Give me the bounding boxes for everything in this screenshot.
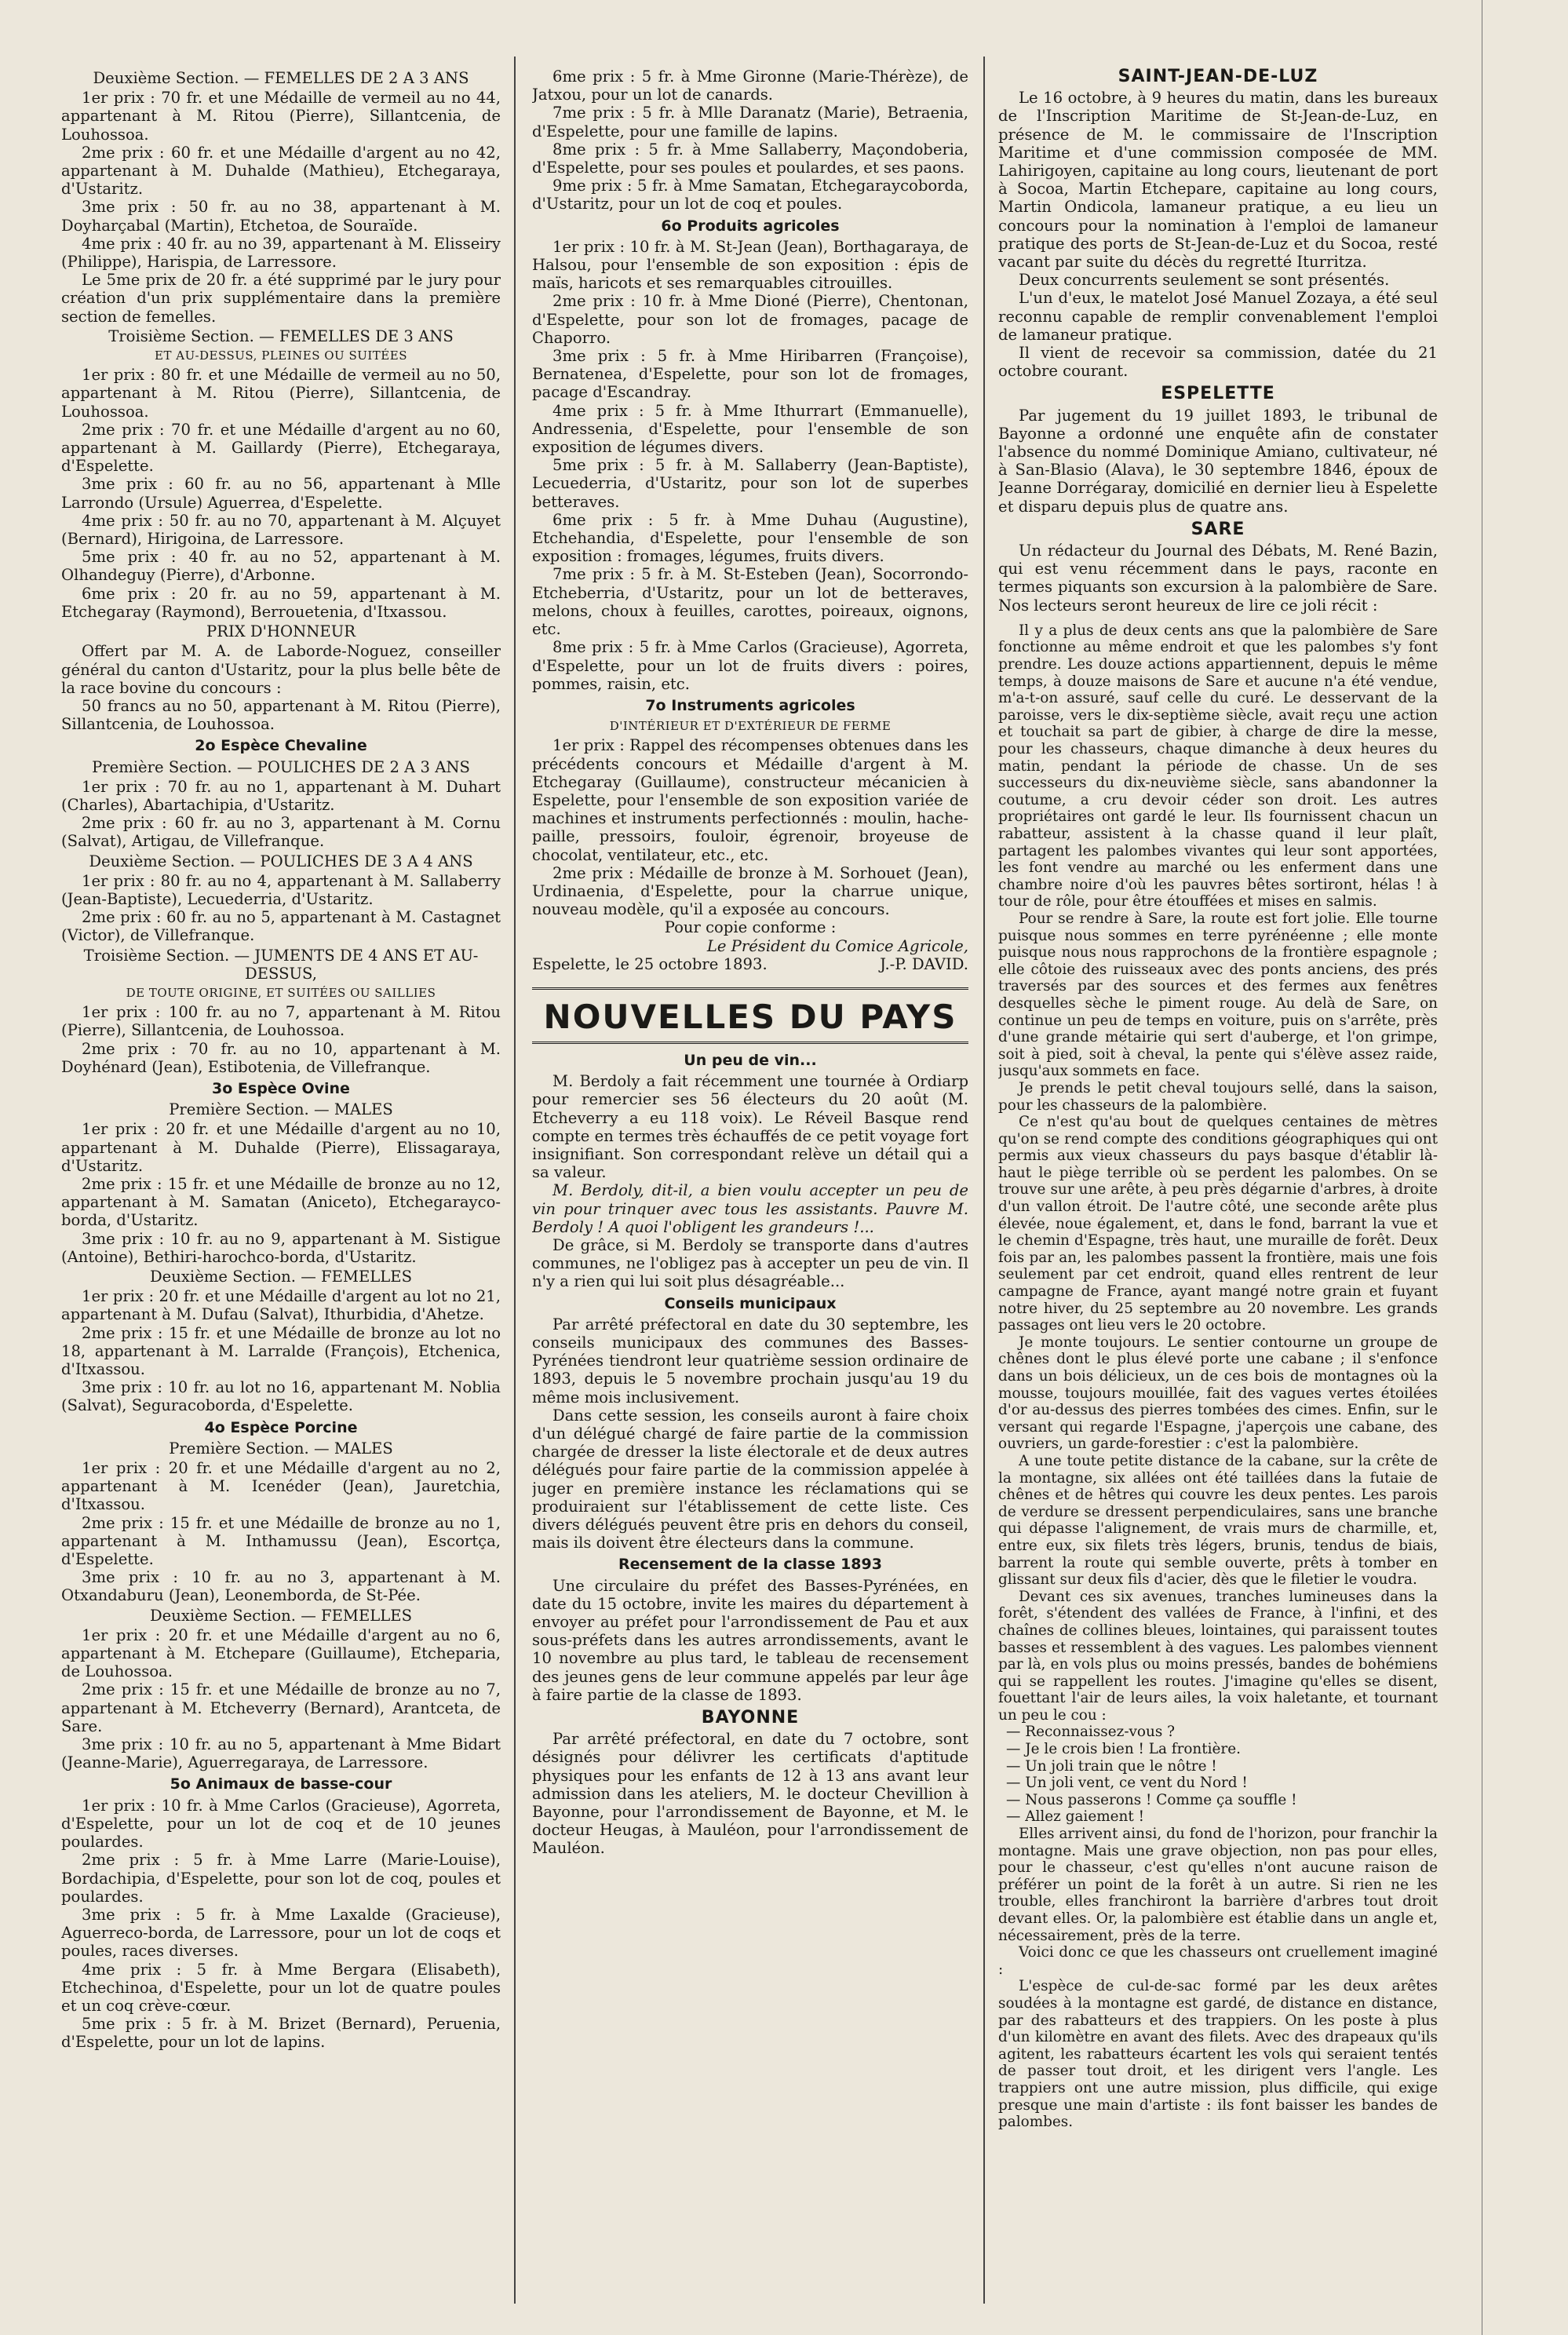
section-heading: PRIX D'HONNEUR xyxy=(206,622,356,641)
prize-entry: 7me prix : 5 fr. à Mlle Daranatz (Marie), Betraenia, d'Espelette, pour une famille de lapins. xyxy=(532,104,968,140)
prize-entry: Offert par M. A. de Laborde-Noguez, conseiller général du canton d'Ustaritz, pour la plus belle bête de la race bovine du concours : xyxy=(61,642,501,697)
president-title: Le Président du Comice Agricole, xyxy=(706,936,968,955)
prize-entry: 3me prix : 5 fr. à Mme Laxalde (Gracieuse), Aguerreco-borda, de Larressore, pour un lot de coqs et poules, races diverses. xyxy=(61,1905,501,1961)
section-heading: Deuxième Section. — FEMELLES DE 2 A 3 ANS xyxy=(93,69,469,87)
section-heading: Première Section. — POULICHES DE 2 A 3 ANS xyxy=(92,757,470,776)
article-paragraph: Voici donc ce que les chasseurs ont cruellement imaginé : xyxy=(998,1944,1438,1978)
prize-entry: 1er prix : 70 fr. et une Médaille de vermeil au no 44, appartenant à M. Ritou (Pierre), Sillantcenia, de Louhossoa. xyxy=(61,89,501,144)
dialogue-line: — Reconnaissez-vous ? xyxy=(1006,1724,1175,1741)
prize-entry: 7me prix : 5 fr. à M. St-Esteben (Jean), Socorrondo-Etcheberria, d'Ustaritz, pour un lot de betteraves, melons, choux à feuilles, carottes, poireaux, oignons, etc. xyxy=(532,565,968,639)
column-middle xyxy=(532,67,968,2296)
prize-entry: 2me prix : 15 fr. et une Médaille de bronze au lot no 18, appartenant à M. Larralde (François), Etchenica, d'Itxassou. xyxy=(61,1323,501,1379)
prize-entry: 1er prix : 80 fr. et une Médaille de vermeil au no 50, appartenant à M. Ritou (Pierre), Sillantcenia, de Louhossoa. xyxy=(61,366,501,421)
prize-entry: 2me prix : 60 fr. et une Médaille d'argent au no 42, appartenant à M. Duhalde (Mathieu), Etchegaraya, d'Ustaritz. xyxy=(61,143,501,199)
article-paragraph: Par arrêté préfectoral, en date du 7 octobre, sont désignés pour délivrer les certificats d'aptitude physiques pour les enfants de 12 à 13 ans avant leur admission dans les ateliers, M. le docteur Chevillion à Bayonne, pour l'arrondissement de Bayonne, et M. le docteur Heugas, à Mauléon, pour l'arrondissement de Mauléon. xyxy=(532,1730,968,1858)
section-heading: Première Section. — MALES xyxy=(169,1439,393,1458)
dialogue-line: — Nous passerons ! Comme ça souffle ! xyxy=(1006,1791,1297,1808)
copy-note: Pour copie conforme : xyxy=(664,918,837,937)
prize-entry: 1er prix : 80 fr. au no 4, appartenant à M. Sallaberry (Jean-Baptiste), Lecuederria, d'Ustaritz. xyxy=(61,871,501,908)
prize-entry: Le 5me prix de 20 fr. a été supprimé par le jury pour création d'un prix supplémentaire dans la première section de femelles. xyxy=(61,271,501,326)
article-paragraph: Par arrêté préfectoral en date du 30 septembre, les conseils municipaux des communes des Basses-Pyrénées tiendront leur quatrième session ordinaire de 1893, depuis le 5 novembre prochain jusqu'au 19 du même mois inclusivement. xyxy=(532,1315,968,1406)
prize-entry: 3me prix : 10 fr. au no 9, appartenant à M. Sistigue (Antoine), Bethiri-harochco-borda, d'Ustaritz. xyxy=(61,1229,501,1266)
prize-entry: 6me prix : 5 fr. à Mme Gironne (Marie-Thérèze), de Jatxou, pour un lot de canards. xyxy=(532,67,968,104)
article-paragraph: Il vient de recevoir sa commission, datée du 21 octobre courant. xyxy=(998,344,1438,381)
prize-entry: 3me prix : 60 fr. au no 56, appartenant à Mlle Larrondo (Ursule) Aguerrea, d'Espelette. xyxy=(61,475,501,512)
prize-entry: 8me prix : 5 fr. à Mme Sallaberry, Maçondoberia, d'Espelette, pour ses poules et poulardes, et ses paons. xyxy=(532,140,968,177)
article-paragraph: Par jugement du 19 juillet 1893, le tribunal de Bayonne a ordonné une enquête afin de constater l'absence du nommé Dominique Amiano, cultivateur, né à San-Blasio (Alava), le 30 septembre 1846, époux de Jeanne Dorrégaray, domicilié en dernier lieu à Espelette et disparu depuis plus de quatre ans. xyxy=(998,406,1438,516)
prize-entry: 1er prix : 70 fr. au no 1, appartenant à M. Duhart (Charles), Abartachipia, d'Ustaritz. xyxy=(61,777,501,814)
article-paragraph: Je prends le petit cheval toujours sellé, dans la saison, pour les chasseurs de la palombière. xyxy=(998,1079,1438,1114)
category-heading: 7o Instruments agricoles xyxy=(645,696,855,714)
dialogue-line: — Allez gaiement ! xyxy=(1006,1808,1144,1826)
section-heading: Troisième Section. — JUMENTS DE 4 ANS ET AU-DESSUS, xyxy=(83,946,479,983)
prize-entry: 1er prix : 20 fr. et une Médaille d'argent au lot no 21, appartenant à M. Dufau (Salvat), Ithurbidia, d'Ahetze. xyxy=(61,1287,501,1324)
prize-entry: 1er prix : 100 fr. au no 7, appartenant à M. Ritou (Pierre), Sillantcenia, de Louhossoa. xyxy=(61,1003,501,1040)
article-paragraph: M. Berdoly, dit-il, a bien voulu accepter un peu de vin pour trinquer avec tous les assistants. Pauvre M. Berdoly ! A quoi l'obligent les grandeurs !... xyxy=(532,1181,968,1236)
article-paragraph: Le 16 octobre, à 9 heures du matin, dans les bureaux de l'Inscription Maritime de St-Jean-de-Luz, en présence de M. le commissaire de l'Inscription Maritime et d'une commission composée de MM. Lahirigoyen, capitaine au long cours, lieutenant de port à Socoa, Martin Etchepare, capitaine au long cours, Martin Ondicola, lamaneur pratique, a eu lieu un concours pour la nomination à l'emploi de lamaneur pratique des ports de St-Jean-de-Luz et du Socoa, resté vacant par suite du décès du regretté Iturritza. xyxy=(998,89,1438,272)
place-heading: SAINT-JEAN-DE-LUZ xyxy=(1118,67,1318,86)
prize-entry: 2me prix : 15 fr. et une Médaille de bronze au no 1, appartenant à M. Inthamussu (Jean), Escortça, d'Espelette. xyxy=(61,1513,501,1569)
prize-entry: 2me prix : 60 fr. au no 5, appartenant à M. Castagnet (Victor), de Villefranque. xyxy=(61,908,501,945)
article-paragraph: Je monte toujours. Le sentier contourne un groupe de chênes dont le plus élevé porte une cabane ; il s'enfonce dans un bois délicieux, un de ces bois de montagnes où la mousse, toujours mouillée, fait des vagues vertes étoilées d'or au-dessus des pierres tombées des cimes. Enfin, sur le versant qui regarde l'Espagne, j'aperçois une cabane, des ouvriers, un garde-forestier : c'est la palombière. xyxy=(998,1334,1438,1453)
prize-entry: 1er prix : 10 fr. à M. St-Jean (Jean), Borthagaraya, de Halsou, pour l'ensemble de son exposition : épis de maïs, haricots et ses remarquables citrouilles. xyxy=(532,237,968,293)
section-heading: Deuxième Section. — FEMELLES xyxy=(149,1606,413,1625)
prize-entry: 2me prix : 70 fr. au no 10, appartenant à M. Doyhénard (Jean), Estibotenia, de Villefranque. xyxy=(61,1039,501,1076)
article-paragraph: M. Berdoly a fait récemment une tournée à Ordiarp pour remercier ses 56 électeurs du 20 août (M. Etcheverry a eu 118 voix). Le Réveil Basque rend compte en termes très échauffés de ce petit voyage fort insignifiant. Son correspondant relève un détail qui a sa valeur. xyxy=(532,1072,968,1182)
prize-entry: 2me prix : 60 fr. au no 3, appartenant à M. Cornu (Salvat), Artigau, de Villefranque. xyxy=(61,814,501,851)
article-paragraph: Ce n'est qu'au bout de quelques centaines de mètres qu'on se rend compte des conditions géographiques qui ont permis aux vieux chasseurs du pays basque d'établir là-haut le piège terrible où se perdent les palombes. On se trouve sur une arête, à peu près dégarnie d'arbres, à droite d'un vallon étroit. De l'autre côté, une seconde arête plus élevée, noue également, et, dans le fond, barrant la vue et le chemin d'Espagne, très haut, une muraille de forêt. Deux fois par an, les palombes passent la frontière, mais une fois seulement par cet endroit, quand elles rentrent de leur campagne de France, ayant mangé notre grain et fuyant notre hiver, du 25 septembre au 20 novembre. Les grands passages ont lieu vers le 20 octobre. xyxy=(998,1114,1438,1334)
place-heading: ESPELETTE xyxy=(1161,384,1275,404)
dialogue-line: — Un joli vent, ce vent du Nord ! xyxy=(1006,1775,1248,1792)
prize-entry: 6me prix : 5 fr. à Mme Duhau (Augustine), Etchehandia, d'Espelette, pour l'ensemble de son exposition : fromages, légumes, fruits divers. xyxy=(532,510,968,566)
article-paragraph: A une toute petite distance de la cabane, sur la crête de la montagne, six allées ont été taillées dans la futaie de chênes et de hêtres qui couvre les deux pentes. Les parois de verdure se dressent perpendiculaires, sans une branche qui dépasse l'alignement, de vrais murs de charmille, et, entre eux, six filets très légers, brunis, tendus de biais, barrent la route qui semble ouverte, prêts à tomber en glissant sur deux fils d'acier, dès que le filetier le voudra. xyxy=(998,1452,1438,1589)
category-heading: 2o Espèce Chevaline xyxy=(195,737,367,755)
column-divider xyxy=(983,57,985,2304)
prize-entry: 1er prix : 10 fr. à Mme Carlos (Gracieuse), Agorreta, d'Espelette, pour un lot de coq et de 10 jeunes poulardes. xyxy=(61,1796,501,1852)
article-paragraph: Il y a plus de deux cents ans que la palombière de Sare fonctionne au même endroit et que les palombes s'y font prendre. Les douze actions appartiennent, depuis le même temps, à douze maisons de Sare et aucune n'a été vendue, m'a-t-on assuré, sauf celle du curé. Le desservant de la paroisse, vers le dix-septième siècle, avait reçu une action et touchait sa part de gibier, à charge de dire la messe, pour les chasseurs, chaque dimanche à deux heures du matin, pendant la période de chasse. Un de ses successeurs du dix-neuvième siècle, sans abandonner la coutume, a cru devoir céder son droit. Les autres propriétaires ont gardé le leur. Ils fournissent chacun un rabatteur, assistent à la chasse quand il leur plaît, partagent les palombes vivantes qui leur sont apportées, les font vendre au marché ou les enferment dans une chambre noire d'où les pauvres bêtes sortiront, hélas ! à tour de rôle, pour être étouffées et mises en salmis. xyxy=(998,622,1438,910)
signature-name: J.-P. DAVID. xyxy=(880,954,968,973)
article-paragraph: Un rédacteur du Journal des Débats, M. René Bazin, qui est venu récemment dans le pays, raconte en termes piquants son excursion à la palombière de Sare. Nos lecteurs seront heureux de lire ce joli récit : xyxy=(998,542,1438,615)
prize-entry: 2me prix : 15 fr. et une Médaille de bronze au no 12, appartenant à M. Samatan (Aniceto), Etchegarayco-borda, d'Ustaritz. xyxy=(61,1174,501,1230)
prize-entry: 2me prix : 5 fr. à Mme Larre (Marie-Louise), Bordachipia, d'Espelette, pour son lot de coq, poules et poulardes. xyxy=(61,1851,501,1906)
prize-entry: 5me prix : 5 fr. à M. Sallaberry (Jean-Baptiste), Lecuederria, d'Ustaritz, pour son lot de superbes betteraves. xyxy=(532,456,968,511)
prize-entry: 4me prix : 40 fr. au no 39, appartenant à M. Elisseiry (Philippe), Harispia, de Larressore. xyxy=(61,234,501,272)
section-subheading: DE TOUTE ORIGINE, ET SUITÉES OU SAILLIES xyxy=(126,985,436,1000)
category-heading: 3o Espèce Ovine xyxy=(212,1079,350,1097)
prize-entry: 3me prix : 10 fr. au no 5, appartenant à Mme Bidart (Jeanne-Marie), Aguerregaraya, de Larressore. xyxy=(61,1735,501,1772)
article-paragraph: Devant ces six avenues, tranches lumineuses dans la forêt, s'étendent des vallées de France, à l'infini, et des chaînes de collines bleues, lointaines, qui paraissent toutes basses et ressemblent à des vagues. Les palombes viennent par là, en vols plus ou moins pressés, bandes de bohémiens qui se rappellent les routes. J'imagine qu'elles se disent, fouettant l'air de leurs ailes, la voix haletante, et tournant un peu le cou : xyxy=(998,1588,1438,1724)
prize-entry: 4me prix : 5 fr. à Mme Bergara (Elisabeth), Etchechinoa, d'Espelette, pour un lot de quatre poules et un coq crève-cœur. xyxy=(61,1960,501,2015)
section-heading: Deuxième Section. — FEMELLES xyxy=(149,1268,413,1286)
prize-entry: 2me prix : 70 fr. et une Médaille d'argent au no 60, appartenant à M. Gaillardy (Pierre), Etchegaraya, d'Espelette. xyxy=(61,420,501,476)
prize-entry: 3me prix : 10 fr. au no 3, appartenant à M. Otxandaburu (Jean), Leonemborda, de St-Pée. xyxy=(61,1568,501,1605)
section-masthead: NOUVELLES DU PAYS xyxy=(532,987,968,1044)
prize-entry: 5me prix : 40 fr. au no 52, appartenant à M. Olhandeguy (Pierre), d'Arbonne. xyxy=(61,548,501,585)
column-right xyxy=(998,67,1438,2296)
prize-entry: 8me prix : 5 fr. à Mme Carlos (Gracieuse), Agorreta, d'Espelette, pour un lot de fruits divers : poires, pommes, raisin, etc. xyxy=(532,638,968,693)
place-heading: BAYONNE xyxy=(701,1708,800,1728)
column-divider xyxy=(514,57,516,2304)
article-paragraph: Pour se rendre à Sare, la route est fort jolie. Elle tourne puisque nous sommes en terre pyrénéenne ; elle monte puisque nous nous rapprochons de la frontière espagnole ; elle côtoie des ruisseaux avec des ponts anciens, des prés traversés par des sources et des fermes aux fenêtres desquelles sèche le piment rouge. Au delà de Sare, on continue un peu de temps en voiture, puis on s'arrête, près d'une grande métairie qui sert d'auberge, et l'on grimpe, soit à pied, soit à cheval, la pente qui s'élève assez raide, jusqu'aux sommets en face. xyxy=(998,910,1438,1080)
prize-entry: 50 francs au no 50, appartenant à M. Ritou (Pierre), Sillantcenia, de Louhossoa. xyxy=(61,696,501,734)
signature-date: Espelette, le 25 octobre 1893. xyxy=(532,954,768,973)
prize-entry: 2me prix : Médaille de bronze à M. Sorhouet (Jean), Urdinaenia, d'Espelette, pour la charrue unique, nouveau modèle, qu'il a exposée au concours. xyxy=(532,863,968,919)
article-paragraph: Deux concurrents seulement se sont présentés. xyxy=(1019,271,1390,290)
section-heading: Troisième Section. — FEMELLES DE 3 ANS xyxy=(108,327,454,345)
column-left xyxy=(61,67,501,2296)
prize-entry: 3me prix : 50 fr. au no 38, appartenant à M. Doyharçabal (Martin), Etchetoa, de Souraïde. xyxy=(61,198,501,235)
prize-entry: 6me prix : 20 fr. au no 59, appartenant à M. Etchegaray (Raymond), Berrouetenia, d'Itxassou. xyxy=(61,584,501,621)
signature-line xyxy=(532,955,968,973)
prize-entry: 1er prix : 20 fr. et une Médaille d'argent au no 10, appartenant à M. Duhalde (Pierre), Elissagaraya, d'Ustaritz. xyxy=(61,1120,501,1175)
prize-entry: 1er prix : 20 fr. et une Médaille d'argent au no 6, appartenant à M. Etchepare (Guillaume), Etcheparia, de Louhossoa. xyxy=(61,1625,501,1681)
article-paragraph: De grâce, si M. Berdoly se transporte dans d'autres communes, ne l'obligez pas à accepter un peu de vin. Il n'y a rien qui lui soit plus désagréable... xyxy=(532,1235,968,1291)
article-title: Recensement de la classe 1893 xyxy=(618,1556,882,1574)
prize-entry: 2me prix : 10 fr. à Mme Dioné (Pierre), Chentonan, d'Espelette, pour son lot de fromages, pacage de Chaporro. xyxy=(532,292,968,347)
prize-entry: 3me prix : 10 fr. au lot no 16, appartenant M. Noblia (Salvat), Seguracoborda, d'Espelette. xyxy=(61,1378,501,1415)
article-paragraph: L'espèce de cul-de-sac formé par les deux arêtes soudées à la montagne est gardé, de distance en distance, par des rabatteurs et des trappiers. On les poste à plus d'un kilomètre en avant des filets. Avec des drapeaux qu'ils agitent, les rabatteurs écartent les vols qui seraient tentés de passer tout droit, et les dirigent vers l'angle. Les trappiers ont une autre mission, plus difficile, qui exige presque une main d'artiste : ils font baisser les bandes de palombes. xyxy=(998,1978,1438,2131)
article-title: Conseils municipaux xyxy=(664,1294,837,1312)
prize-entry: 4me prix : 50 fr. au no 70, appartenant à M. Alçuyet (Bernard), Hirigoina, de Larressore. xyxy=(61,511,501,549)
article-paragraph: Dans cette session, les conseils auront à faire choix d'un délégué chargé de faire partie de la commission chargée de dresser la liste électorale et de deux autres délégués pour faire partie de la commission appelée à juger en première instance les réclamations qui se produiraient sur l'établissement de cette liste. Ces divers délégués peuvent être pris en dehors du conseil, mais ils doivent être électeurs dans la commune. xyxy=(532,1406,968,1552)
place-heading: SARE xyxy=(1191,519,1245,539)
category-heading: 4o Espèce Porcine xyxy=(204,1418,358,1436)
prize-entry: 1er prix : 20 fr. et une Médaille d'argent au no 2, appartenant à M. Icenéder (Jean), Jauretchia, d'Itxassou. xyxy=(61,1459,501,1514)
prize-entry: 2me prix : 15 fr. et une Médaille de bronze au no 7, appartenant à M. Etcheverry (Bernard), Arantceta, de Sare. xyxy=(61,1680,501,1735)
dialogue-line: — Je le crois bien ! La frontière. xyxy=(1006,1741,1241,1758)
section-heading: Deuxième Section. — POULICHES DE 3 A 4 ANS xyxy=(89,852,473,870)
category-heading: 6o Produits agricoles xyxy=(661,217,840,235)
article-title: Un peu de vin... xyxy=(684,1051,817,1069)
prize-entry: 4me prix : 5 fr. à Mme Ithurrart (Emmanuelle), Andressenia, d'Espelette, pour l'ensemble de son exposition de légumes divers. xyxy=(532,401,968,457)
category-heading: 5o Animaux de basse-cour xyxy=(170,1775,392,1793)
section-subheading: D'INTÉRIEUR ET D'EXTÉRIEUR DE FERME xyxy=(609,719,892,734)
prize-entry: 3me prix : 5 fr. à Mme Hiribarren (Françoise), Bernatenea, d'Espelette, pour son lot de fromages, pacage d'Escandray. xyxy=(532,347,968,402)
prize-entry: 5me prix : 5 fr. à M. Brizet (Bernard), Peruenia, d'Espelette, pour un lot de lapins. xyxy=(61,2015,501,2052)
article-paragraph: L'un d'eux, le matelot José Manuel Zozaya, a été seul reconnu capable de remplir convenablement l'emploi de lamaneur pratique. xyxy=(998,289,1438,344)
dialogue-line: — Un joli train que le nôtre ! xyxy=(1006,1757,1217,1775)
prize-entry: 1er prix : Rappel des récompenses obtenues dans les précédents concours et Médaille d'argent à M. Etchegaray (Guillaume), constructeur mécanicien à Espelette, pour l'ensemble de son exposition variée de machines et instruments perfectionnés : moulin, hache-paille, pressoirs, fouloir, égrenoir, broyeuse de chocolat, ventilateur, etc., etc. xyxy=(532,736,968,864)
article-paragraph: Une circulaire du préfet des Basses-Pyrénées, en date du 15 octobre, invite les maires du département à envoyer au préfet pour l'arrondissement de Pau et aux sous-préfets dans les autres arrondissements, avant le 10 novembre au plus tard, le tableau de recensement des jeunes gens de leur commune appelés par leur âge à faire partie de la classe de 1893. xyxy=(532,1576,968,1704)
prize-entry: 9me prix : 5 fr. à Mme Samatan, Etchegaraycoborda, d'Ustaritz, pour un lot de coq et poules. xyxy=(532,177,968,213)
section-subheading: ET AU-DESSUS, PLEINES OU SUITÉES xyxy=(155,348,407,363)
section-heading: Première Section. — MALES xyxy=(169,1100,393,1119)
article-paragraph: Elles arrivent ainsi, du fond de l'horizon, pour franchir la montagne. Mais une grave objection, non pas pour elles, pour le chasseur, c'est qu'elles n'ont aucune raison de préférer un point de la forêt à un autre. Si rien ne les trouble, elles franchiront la barrière d'arbres tout droit devant elles. Or, la palombière est établie dans un angle et, nécessairement, près de la terre. xyxy=(998,1826,1438,1944)
